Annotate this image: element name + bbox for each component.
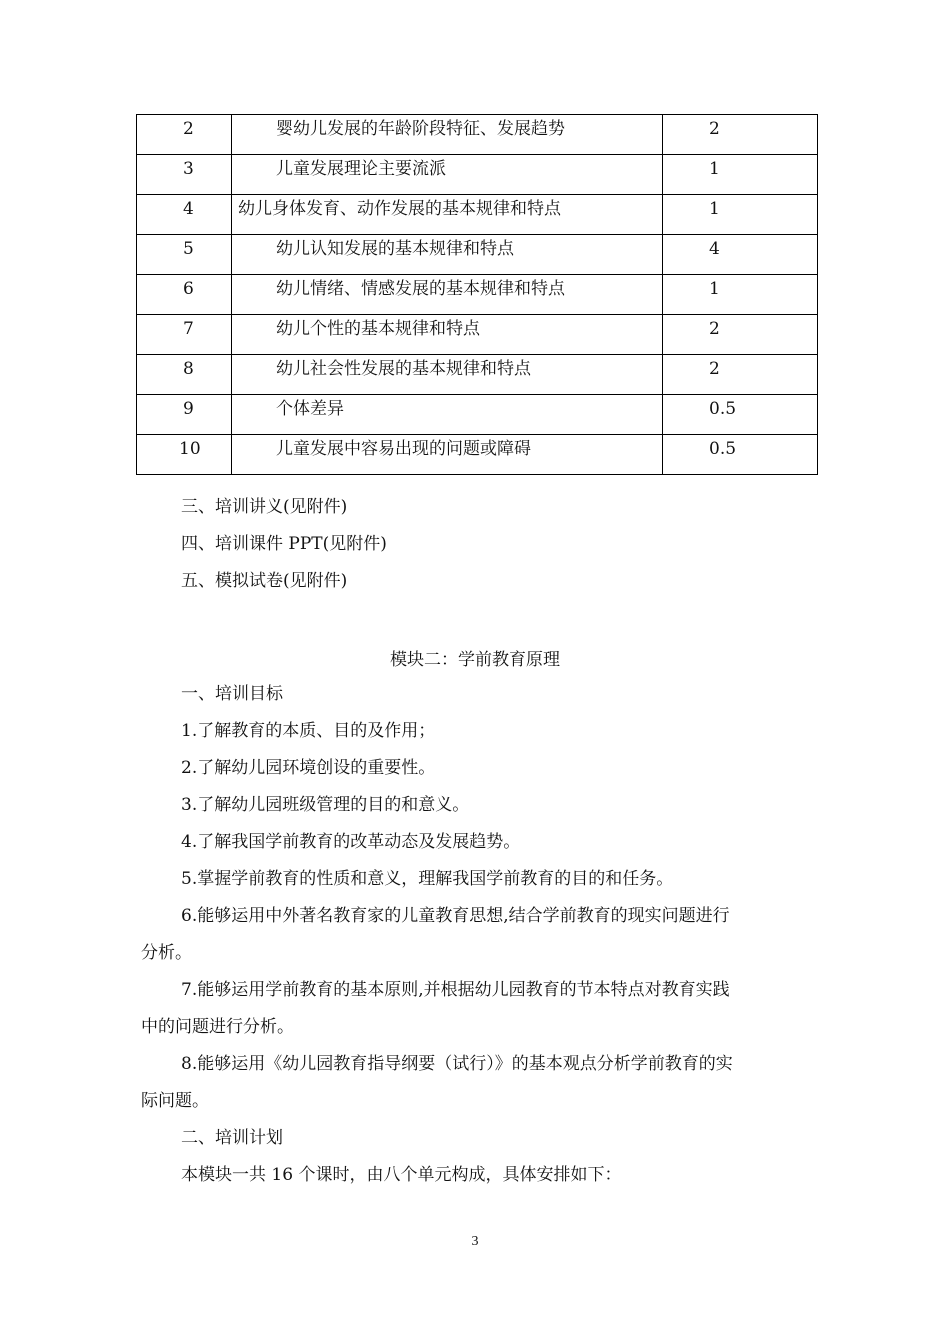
table-row (137, 195, 818, 235)
table-row (137, 435, 818, 475)
section-handout: 三、培训讲义(见附件) (181, 497, 348, 517)
row-number: 4 (137, 195, 232, 235)
goal-item: 2.了解幼儿园环境创设的重要性。 (181, 758, 436, 778)
row-topic: 个体差异 (232, 395, 663, 435)
goal-item-continued: 际问题。 (141, 1091, 209, 1111)
table-row (137, 235, 818, 275)
section-courseware: 四、培训课件 PPT(见附件) (181, 534, 387, 554)
table-row (137, 155, 818, 195)
row-number: 8 (137, 355, 232, 395)
row-hours: 0.5 (663, 435, 818, 475)
goal-item: 5.掌握学前教育的性质和意义，理解我国学前教育的目的和任务。 (181, 869, 674, 889)
module-title: 模块二：学前教育原理 (390, 650, 560, 670)
table-row (137, 275, 818, 315)
table-row (137, 115, 818, 155)
row-topic: 幼儿情绪、情感发展的基本规律和特点 (232, 275, 663, 315)
goal-item-continued: 中的问题进行分析。 (141, 1017, 294, 1037)
row-number: 2 (137, 115, 232, 155)
row-topic: 幼儿认知发展的基本规律和特点 (232, 235, 663, 275)
goal-item-continued: 分析。 (141, 943, 192, 963)
row-number: 7 (137, 315, 232, 355)
goals-heading: 一、培训目标 (181, 684, 283, 704)
row-hours: 0.5 (663, 395, 818, 435)
goal-item: 6.能够运用中外著名教育家的儿童教育思想,结合学前教育的现实问题进行 (181, 906, 730, 926)
row-topic: 儿童发展理论主要流派 (232, 155, 663, 195)
row-hours: 2 (663, 115, 818, 155)
row-hours: 1 (663, 275, 818, 315)
plan-heading: 二、培训计划 (181, 1128, 283, 1148)
row-hours: 1 (663, 195, 818, 235)
row-hours: 1 (663, 155, 818, 195)
row-number: 3 (137, 155, 232, 195)
row-number: 5 (137, 235, 232, 275)
goal-item: 1.了解教育的本质、目的及作用； (181, 721, 436, 741)
goal-item: 8.能够运用《幼儿园教育指导纲要（试行）》的基本观点分析学前教育的实 (181, 1054, 733, 1074)
row-topic: 婴幼儿发展的年龄阶段特征、发展趋势 (232, 115, 663, 155)
goal-item: 4.了解我国学前教育的改革动态及发展趋势。 (181, 832, 521, 852)
row-topic: 儿童发展中容易出现的问题或障碍 (232, 435, 663, 475)
row-number: 6 (137, 275, 232, 315)
goal-item: 7.能够运用学前教育的基本原则,并根据幼儿园教育的节本特点对教育实践 (181, 980, 730, 1000)
section-mock-exam: 五、模拟试卷(见附件) (181, 571, 348, 591)
row-hours: 4 (663, 235, 818, 275)
page-number: 3 (471, 1234, 479, 1249)
table-row (137, 395, 818, 435)
row-number: 9 (137, 395, 232, 435)
row-hours: 2 (663, 315, 818, 355)
table-row (137, 355, 818, 395)
plan-text: 本模块一共 16 个课时，由八个单元构成，具体安排如下： (181, 1165, 622, 1185)
row-hours: 2 (663, 355, 818, 395)
row-topic: 幼儿身体发育、动作发展的基本规律和特点 (232, 195, 663, 235)
row-topic: 幼儿个性的基本规律和特点 (232, 315, 663, 355)
table-row (137, 315, 818, 355)
course-hours-table (136, 114, 818, 475)
row-topic: 幼儿社会性发展的基本规律和特点 (232, 355, 663, 395)
row-number: 10 (137, 435, 232, 475)
goal-item: 3.了解幼儿园班级管理的目的和意义。 (181, 795, 470, 815)
